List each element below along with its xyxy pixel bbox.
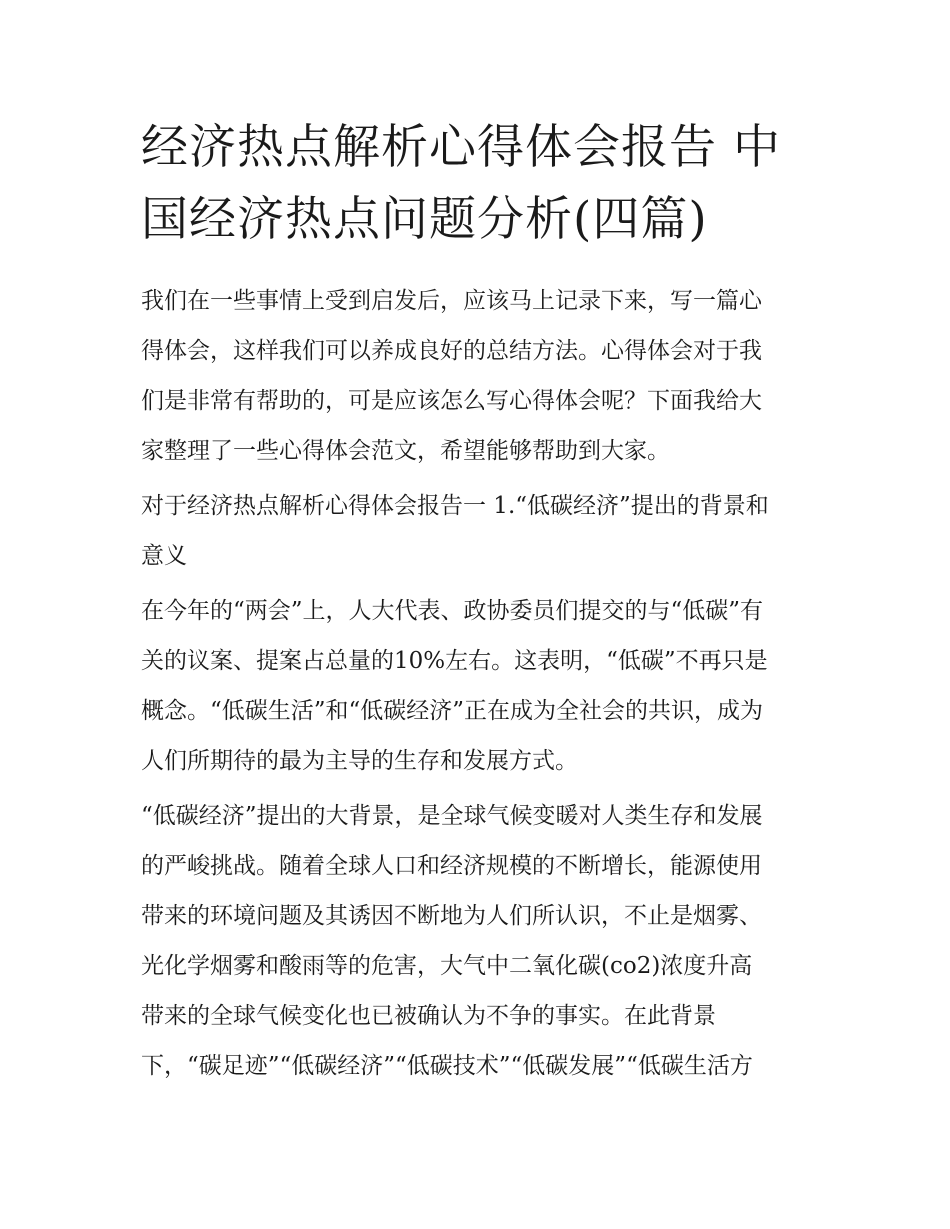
text-line: “低碳经济”提出的大背景，是全球气候变暖对人类生存和发展 — [141, 803, 763, 829]
text-line: 意义 — [141, 543, 187, 569]
text-line: 带来的环境问题及其诱因不断地为人们所认识，不止是烟雾、 — [141, 903, 762, 929]
title-line: 经济热点解析心得体会报告 中 — [141, 120, 781, 175]
document-title — [141, 112, 813, 256]
text-line: 的严峻挑战。随着全球人口和经济规模的不断增长，能源使用 — [141, 853, 762, 879]
background-paragraph — [141, 791, 813, 1091]
text-line: 我们在一些事情上受到启发后，应该马上记录下来，写一篇心 — [141, 288, 762, 314]
text-line: 下，“碳足迹”“低碳经济”“低碳技术”“低碳发展”“低碳生活方 — [141, 1053, 753, 1079]
text-line: 概念。“低碳生活”和“低碳经济”正在成为全社会的共识，成为 — [141, 698, 764, 724]
text-line: 对于经济热点解析心得体会报告一 1.“低碳经济”提出的背景和 — [141, 493, 769, 519]
text-line: 们是非常有帮助的，可是应该怎么写心得体会呢？下面我给大 — [141, 388, 762, 414]
text-line: 关的议案、提案占总量的10%左右。这表明，“低碳”不再只是 — [141, 648, 768, 674]
text-line: 人们所期待的最为主导的生存和发展方式。 — [141, 748, 578, 774]
title-line: 国经济热点问题分析(四篇) — [141, 192, 708, 247]
text-line: 光化学烟雾和酸雨等的危害，大气中二氧化碳(co2)浓度升高 — [141, 953, 753, 979]
document-body — [141, 112, 813, 1096]
section-heading-paragraph — [141, 481, 813, 581]
text-line: 在今年的“两会”上，人大代表、政协委员们提交的与“低碳”有 — [141, 598, 764, 624]
text-line: 家整理了一些心得体会范文，希望能够帮助到大家。 — [141, 438, 670, 464]
text-line: 带来的全球气候变化也已被确认为不争的事实。在此背景 — [141, 1003, 716, 1029]
intro-paragraph — [141, 276, 813, 476]
text-line: 得体会，这样我们可以养成良好的总结方法。心得体会对于我 — [141, 338, 762, 364]
two-sessions-paragraph — [141, 586, 813, 786]
